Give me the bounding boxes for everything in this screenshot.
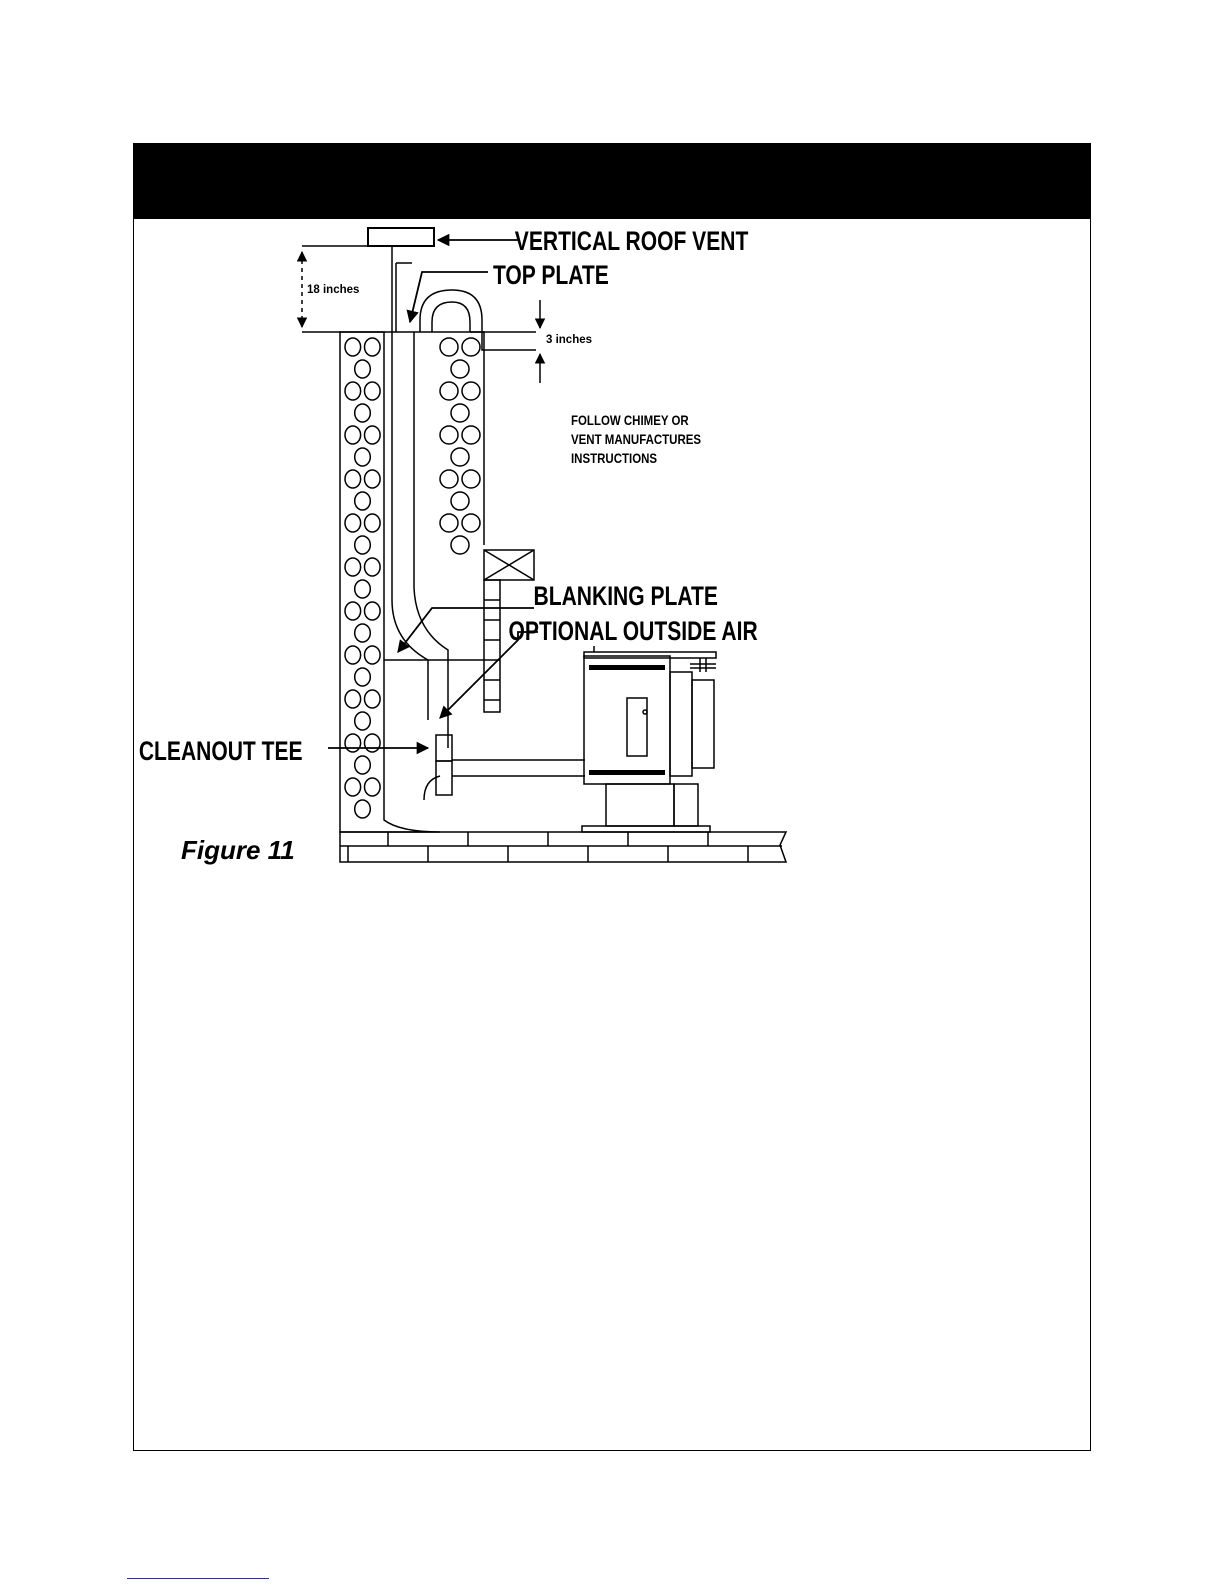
chimney-stone bbox=[355, 712, 371, 730]
chimney-stone bbox=[365, 602, 381, 620]
chimney-stone bbox=[345, 470, 361, 488]
chimney-stone bbox=[355, 580, 371, 598]
chimney-stone bbox=[345, 734, 361, 752]
note-line-3: INSTRUCTIONS bbox=[571, 449, 658, 467]
stone-chimney bbox=[340, 332, 484, 832]
chimney-stone bbox=[345, 602, 361, 620]
chimney-stone bbox=[355, 800, 371, 818]
label-cleanout-tee: CLEANOUT TEE bbox=[138, 736, 303, 767]
chimney-stone bbox=[440, 338, 458, 356]
chimney-stone bbox=[365, 690, 381, 708]
chimney-stone bbox=[462, 426, 480, 444]
chimney-stone bbox=[355, 404, 371, 422]
chimney-stone bbox=[365, 426, 381, 444]
chimney-stones bbox=[345, 338, 380, 818]
chimney-stone bbox=[355, 360, 371, 378]
chimney-stone bbox=[355, 668, 371, 686]
chimney-stone bbox=[365, 514, 381, 532]
chimney-stone bbox=[440, 514, 458, 532]
chimney-stone bbox=[355, 756, 371, 774]
chimney-stone bbox=[462, 382, 480, 400]
footer-link-underline bbox=[127, 1578, 269, 1579]
chimney-stone bbox=[345, 514, 361, 532]
chimney-stone bbox=[355, 536, 371, 554]
note-line-1: FOLLOW CHIMEY OR bbox=[571, 411, 689, 429]
diagram-labels bbox=[139, 227, 758, 865]
chimney-stone bbox=[345, 778, 361, 796]
chimney-stone bbox=[345, 382, 361, 400]
chimney-stone bbox=[451, 448, 469, 466]
pellet-stove bbox=[582, 646, 716, 832]
chimney-stone bbox=[365, 470, 381, 488]
chimney-stone bbox=[462, 338, 480, 356]
chimney-stone bbox=[440, 426, 458, 444]
chimney-stone bbox=[365, 338, 381, 356]
chimney-stone bbox=[365, 734, 381, 752]
chimney-stone bbox=[345, 426, 361, 444]
chimney-stone bbox=[462, 514, 480, 532]
figure-caption: Figure 11 bbox=[181, 835, 295, 865]
chimney-stone bbox=[462, 470, 480, 488]
chimney-stone bbox=[440, 470, 458, 488]
label-vertical-roof-vent: VERTICAL ROOF VENT bbox=[514, 226, 749, 257]
label-blanking-plate: BLANKING PLATE bbox=[533, 581, 718, 612]
chimney-stone bbox=[365, 778, 381, 796]
chimney-stone bbox=[365, 382, 381, 400]
chimney-stone bbox=[355, 624, 371, 642]
chimney-stone bbox=[365, 558, 381, 576]
chimney-stones bbox=[440, 338, 480, 554]
chimney-stone bbox=[345, 338, 361, 356]
label-18-inches: 18 inches bbox=[307, 284, 360, 296]
label-top-plate: TOP PLATE bbox=[492, 260, 609, 291]
vertical-roof-vent bbox=[368, 228, 434, 246]
chimney-stone bbox=[345, 558, 361, 576]
chimney-stone bbox=[355, 492, 371, 510]
chimney-stone bbox=[440, 382, 458, 400]
chimney-stone bbox=[451, 404, 469, 422]
chimney-stone bbox=[451, 536, 469, 554]
chimney-stone bbox=[451, 492, 469, 510]
note-line-2: VENT MANUFACTURES bbox=[571, 430, 702, 448]
chimney-stone bbox=[345, 690, 361, 708]
chimney-stone bbox=[355, 448, 371, 466]
chimney-stone bbox=[345, 646, 361, 664]
label-3-inches: 3 inches bbox=[546, 334, 593, 346]
label-optional-outside-air: OPTIONAL OUTSIDE AIR bbox=[508, 616, 758, 647]
chimney-stone bbox=[365, 646, 381, 664]
floor bbox=[340, 832, 786, 862]
chimney-stone bbox=[451, 360, 469, 378]
